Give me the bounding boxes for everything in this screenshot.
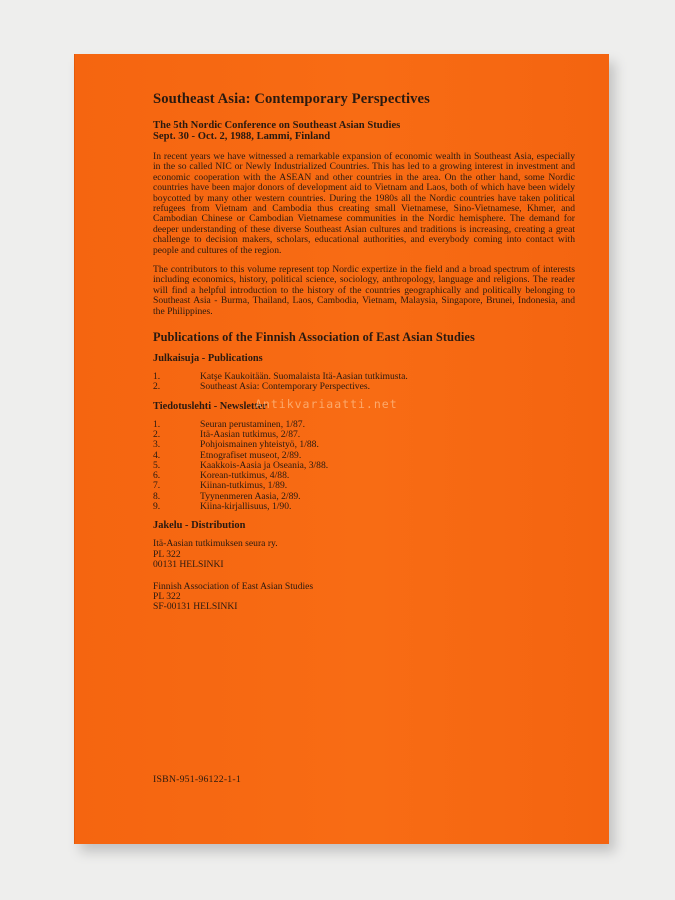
publications-heading: Publications of the Finnish Association of East Asian Studies [153, 330, 475, 345]
list-item: 3. Pohjoismainen yhteistyö, 1/88. [153, 439, 319, 451]
julkaisuja-list [153, 372, 575, 393]
list-item: 1. Katşe Kaukoitään. Suomalaista Itä-Aasian tutkimusta. [153, 371, 408, 383]
address-finnish: Itä-Aasian tutkimuksen seura ry. PL 322 00131 HELSINKI [153, 538, 278, 571]
address-english: Finnish Association of East Asian Studies PL 322 SF-00131 HELSINKI [153, 580, 314, 613]
isbn-number: ISBN-951-96122-1-1 [153, 774, 241, 785]
list-item: 4. Etnografiset museot, 2/89. [153, 449, 302, 461]
cover-text-block [153, 91, 575, 624]
list-item: 9. Kiina-kirjallisuus, 1/90. [153, 501, 292, 513]
description-paragraph-2: The contributors to this volume represent top Nordic expertize in the field and a broad spectrum of interests including economics, history, political science, sociology, anthropology, language and religions. The reader will find a helpful introduction to the history of the countries geographically and politically belonging to Southeast Asia - Burma, Thailand, Laos, Cambodia, Vietnam, Malaysia, Singapore, Brunei, Indonesia, and the Philippines. [153, 264, 575, 317]
list-item: 6. Korean-tutkimus, 4/88. [153, 470, 290, 482]
list-item: 8. Tyynenmeren Aasia, 2/89. [153, 490, 301, 502]
newsletter-list [153, 420, 575, 513]
julkaisuja-heading: Julkaisuja - Publications [153, 353, 263, 365]
book-back-cover [74, 54, 609, 844]
description-paragraph-1: In recent years we have witnessed a remarkable expansion of economic wealth in Southeast Asia, especially in the so called NIC or Newly Industrialized Countries. This has led to a growing interest in investment and economic cooperation with the ASEAN and other countries in the area. On the other hand, some Nordic countries have been major donors of development aid to Vietnam and Laos, both of which have been widely boycotted by many other western countries. During the 1980s all the Nordic countries have taken political refugees from Vietnam and Cambodia thus creating small Vietnamese, Sino-Vietnamese, Khmer, and Cambodian Chinese or Cambodian Vietnamese communities in the Nordic hemisphere. The demand for deeper understanding of these diverse Southeast Asian cultures and traditions is increasing, creating a great challenge to decision makers, scholars, educational authorities, and everybody coming into contact with people and cultures of the region. [153, 151, 575, 256]
newsletter-heading: Tiedotuslehti - Newsletter [153, 400, 268, 412]
conference-name: The 5th Nordic Conference on Southeast Asian Studies [153, 120, 401, 131]
distribution-heading: Jakelu - Distribution [153, 520, 246, 532]
conference-info [153, 120, 575, 142]
book-title: Southeast Asia: Contemporary Perspectives [153, 91, 430, 107]
conference-dates: Sept. 30 - Oct. 2, 1988, Lammi, Finland [153, 131, 331, 142]
list-item: 2. Itä-Aasian tutkimus, 2/87. [153, 428, 301, 440]
list-item: 5. Kaakkois-Aasia ja Oseania, 3/88. [153, 459, 329, 471]
list-item: 2. Southeast Asia: Contemporary Perspectives. [153, 381, 370, 393]
list-item: 1. Seuran perustaminen, 1/87. [153, 418, 305, 430]
list-item: 7. Kiinan-tutkimus, 1/89. [153, 480, 288, 492]
watermark-text: Antikvariaatti.net [255, 397, 398, 411]
